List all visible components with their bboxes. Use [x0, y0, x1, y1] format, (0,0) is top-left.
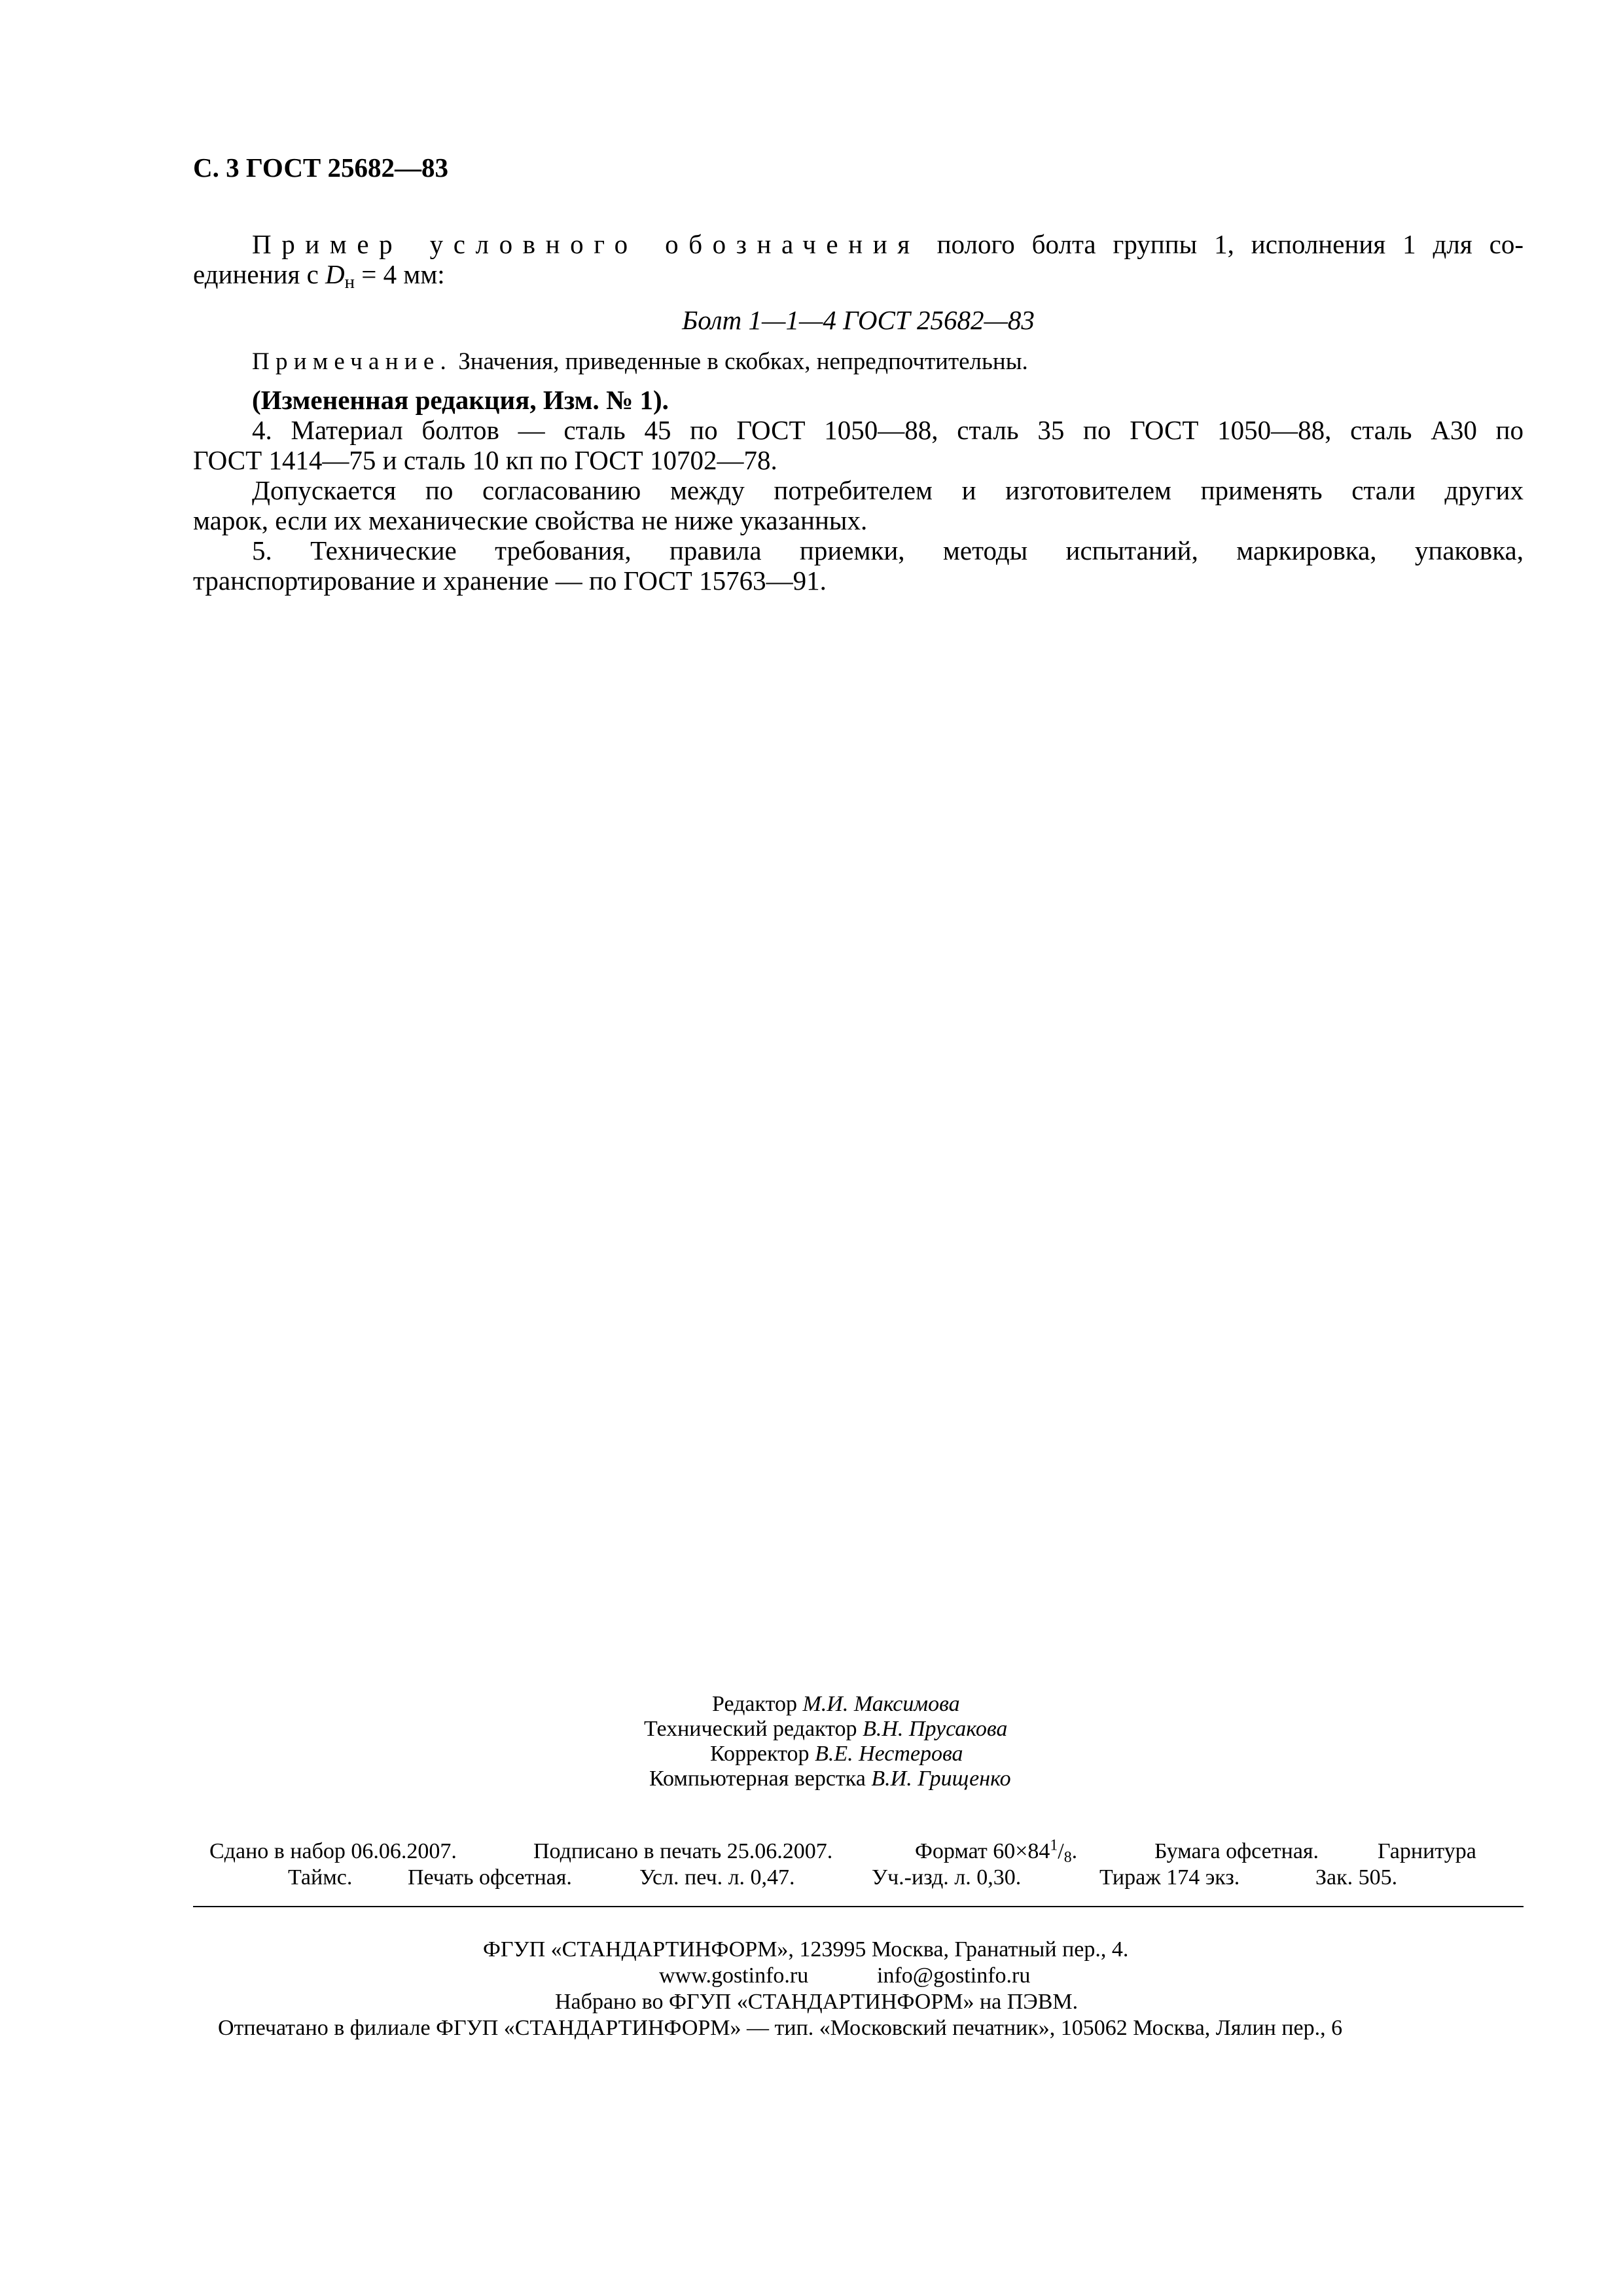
example-line-1 — [252, 229, 1524, 259]
tech-editor-role: Технический редактор — [644, 1717, 863, 1741]
tech-editor-line — [644, 1717, 1007, 1742]
variable-d: D — [325, 259, 345, 289]
format-slash: / — [1058, 1839, 1064, 1863]
format-sub: 8 — [1063, 1848, 1072, 1866]
designation: Болт 1—1—4 ГОСТ 25682—83 — [682, 305, 1035, 335]
format-pre: Формат 60×84 — [915, 1839, 1050, 1863]
note-label: Примечание. — [252, 348, 452, 375]
publisher-address: ФГУП «СТАНДАРТИНФОРМ», 123995 Москва, Гранатный пер., 4. — [483, 1937, 1129, 1962]
typeface: Таймс. — [288, 1865, 353, 1890]
typeface-label: Гарнитура — [1378, 1839, 1476, 1863]
editor-name: М.И. Максимова — [802, 1692, 960, 1716]
email: info@gostinfo.ru — [877, 1964, 1031, 1988]
revision-note: (Измененная редакция, Изм. № 1). — [252, 385, 669, 415]
paper-type: Бумага офсетная. — [1154, 1839, 1319, 1863]
editor-role: Редактор — [712, 1692, 803, 1716]
paragraph-allow-line-1: Допускается по согласованию между потребителем и изготовителем применять стали других — [252, 475, 1524, 505]
layout-line — [649, 1767, 1011, 1791]
publisher-sheets: Уч.-изд. л. 0,30. — [872, 1865, 1022, 1890]
format-sup: 1 — [1050, 1837, 1058, 1854]
submitted-date: Сдано в набор 06.06.2007. — [209, 1839, 457, 1863]
signed-date: Подписано в печать 25.06.2007. — [533, 1839, 833, 1863]
paragraph-5-line-1: 5. Технические требования, правила приемки, методы испытаний, маркировка, упаковка, — [252, 535, 1524, 565]
tech-editor-name: В.Н. Прусакова — [863, 1717, 1008, 1741]
website: www.gostinfo.ru — [659, 1964, 809, 1988]
circulation: Тираж 174 экз. — [1099, 1865, 1240, 1890]
subscript-n: н — [344, 272, 355, 293]
format — [915, 1839, 1077, 1864]
printing-note: Отпечатано в филиале ФГУП «СТАНДАРТИНФОРМ» — тип. «Московский печатник», 105062 Москва, Лялин пер., 6 — [218, 2016, 1343, 2040]
note-text: Значения, приведенные в скобках, непредпочтительны. — [452, 348, 1028, 375]
divider — [193, 1906, 1524, 1907]
corrector-line — [710, 1742, 963, 1767]
example-line-1-rest: полого болта группы 1, исполнения 1 для со- — [936, 229, 1524, 259]
editor-line — [712, 1692, 960, 1717]
page-header: С. 3 ГОСТ 25682—83 — [193, 152, 449, 183]
print-type: Печать офсетная. — [408, 1865, 572, 1890]
paragraph-4-line-1: 4. Материал болтов — сталь 45 по ГОСТ 1050—88, сталь 35 по ГОСТ 1050—88, сталь А30 по — [252, 415, 1524, 445]
paragraph-allow-line-2: марок, если их механические свойства не ниже указанных. — [193, 505, 868, 535]
example-line-2 — [193, 259, 445, 293]
typeset-note: Набрано во ФГУП «СТАНДАРТИНФОРМ» на ПЭВМ. — [555, 1990, 1079, 2014]
example-line-2-pre: единения с — [193, 259, 326, 289]
format-post: . — [1071, 1839, 1078, 1863]
printed-sheets: Усл. печ. л. 0,47. — [639, 1865, 795, 1890]
corrector-role: Корректор — [710, 1742, 815, 1766]
example-label: Пример условного обозначения — [252, 229, 920, 259]
order-number: Зак. 505. — [1315, 1865, 1398, 1890]
paragraph-5-line-2: транспортирование и хранение — по ГОСТ 15763—91. — [193, 565, 827, 596]
paragraph-4-line-2: ГОСТ 1414—75 и сталь 10 кп по ГОСТ 10702—78. — [193, 445, 777, 475]
layout-name: В.И. Грищенко — [871, 1767, 1011, 1791]
example-line-2-post: = 4 мм: — [355, 259, 445, 289]
corrector-name: В.Е. Нестерова — [815, 1742, 963, 1766]
note — [252, 347, 1028, 377]
layout-role: Компьютерная верстка — [649, 1767, 872, 1791]
